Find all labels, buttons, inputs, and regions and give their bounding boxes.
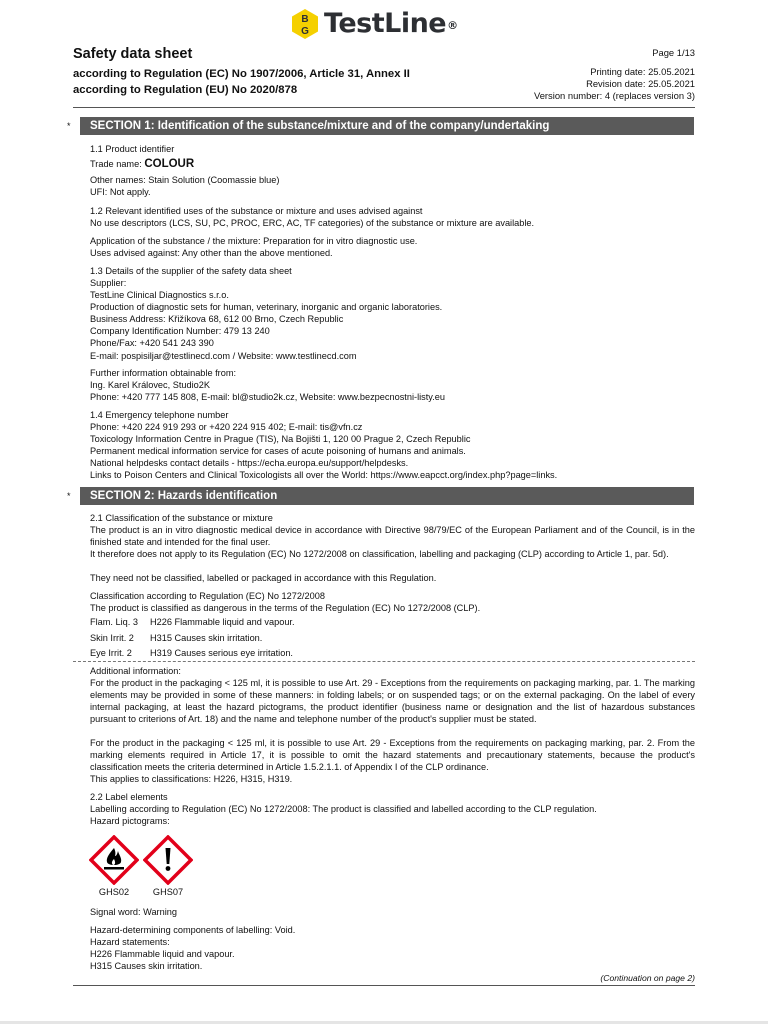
emergency-line: Toxicology Information Centre in Prague (TIS), Na Bojišti 1, 120 00 Prague 2, Czech Republic bbox=[90, 434, 471, 445]
supplier-line: Company Identification Number: 479 13 240 bbox=[90, 326, 270, 337]
supplier-line: Supplier: bbox=[90, 278, 127, 288]
page-number: Page 1/13 bbox=[652, 47, 695, 58]
additional-info-heading: Additional information: bbox=[90, 666, 181, 676]
additional-info-paragraph-3: This applies to classifications: H226, H315, H319. bbox=[90, 774, 293, 784]
classification-paragraph-3: They need not be classified, labelled or packaged in accordance with this Regulation. bbox=[90, 573, 437, 583]
trade-name: Trade name: COLOUR bbox=[90, 158, 195, 170]
testline-logo bbox=[292, 6, 458, 42]
uses-text: No use descriptors (LCS, SU, PC, PROC, ERC, AC, TF categories) of the substance or mixture are available. bbox=[90, 218, 535, 228]
exclamation-pictogram-icon bbox=[143, 835, 193, 885]
pictograms-heading: Hazard pictograms: bbox=[90, 816, 170, 826]
hazard-class: Flam. Liq. 3 bbox=[90, 617, 138, 627]
product-identifier-heading: 1.1 Product identifier bbox=[90, 144, 175, 154]
hazard-row bbox=[90, 616, 295, 628]
supplier-line: Production of diagnostic sets for human, veterinary, inorganic and organic laboratories. bbox=[90, 302, 443, 313]
hazard-statement: H315 Causes skin irritation. bbox=[150, 633, 263, 643]
advised-against-text: Uses advised against: Any other than the above mentioned. bbox=[90, 248, 333, 258]
hazard-statements-heading: Hazard statements: bbox=[90, 937, 170, 947]
hazard-components: Hazard-determining components of labelling: Void. bbox=[90, 925, 296, 935]
logo-mark-letter-b: B bbox=[301, 14, 309, 25]
logo-text: TestLine® bbox=[324, 7, 458, 39]
section-2-header: SECTION 2: Hazards identification bbox=[80, 487, 694, 505]
hazard-row bbox=[90, 632, 262, 644]
revision-star: * bbox=[67, 491, 71, 501]
supplier-block bbox=[90, 277, 695, 362]
other-names: Other names: Stain Solution (Coomassie blue) bbox=[90, 175, 280, 185]
classification-paragraph-1: The product is an in vitro diagnostic medical device in accordance with Directive 98/79/EC of the European Parliament and of the Council, is in the finished state and intended for the final user. bbox=[90, 525, 695, 548]
emergency-line: Links to Poison Centers and Clinical Toxicologists all over the World: https://www.eapcct.org/index.php?page=links. bbox=[90, 470, 558, 481]
regulation-line-2: according to Regulation (EU) No 2020/878 bbox=[73, 84, 298, 96]
emergency-line: Permanent medical information service for cases of acute poisoning of humans and animals. bbox=[90, 446, 466, 457]
classification-paragraph-2: It therefore does not apply to its Regulation (EC) No 1272/2008 on classification, labelling and packaging (CLP) according to Article 1, par. 5d). bbox=[90, 549, 669, 559]
document-title: Safety data sheet bbox=[73, 46, 193, 62]
hazard-statement-item: H315 Causes skin irritation. bbox=[90, 961, 203, 971]
hazard-row bbox=[90, 647, 293, 659]
labelling-text: Labelling according to Regulation (EC) No 1272/2008: The product is classified and labelled according to the CLP regulation. bbox=[90, 804, 597, 814]
additional-info-paragraph-1: For the product in the packaging < 125 ml, it is possible to use Art. 29 - Exceptions from the requirements on packaging marking, par. 1. The marking elements may be provided in some of these manners: in folding labels; or on suspended tags; or on the external packaging. On the label of every internal packaging, at least the hazard pictograms, the product identifier (business name or designation and the list of hazardous substances pursuant to criterions of Art. 18) and the name and telephone number of the product's supplier must be stated. bbox=[90, 678, 695, 725]
dashed-divider bbox=[73, 661, 695, 662]
revision-date: Revision date: 25.05.2021 bbox=[586, 78, 695, 89]
revision-star: * bbox=[67, 121, 71, 131]
additional-info-paragraph-2: For the product in the packaging < 125 ml, it is possible to use Art. 29 - Exceptions from the requirements on packaging marking, par. 2. From the marking elements required in Article 17, it is possible to omit the hazard statements and precautionary statements, because the product's classification meets the criteria determined in Article 1.5.2.1.1. of Appendix I of the CLP ordinance. bbox=[90, 738, 695, 773]
supplier-line: Business Address: Křižíkova 68, 612 00 Brno, Czech Republic bbox=[90, 314, 344, 325]
further-info-block bbox=[90, 367, 695, 403]
application-text: Application of the substance / the mixture: Preparation for in vitro diagnostic use. bbox=[90, 236, 418, 246]
emergency-line: National helpdesks contact details - https://echa.europa.eu/support/helpdesks. bbox=[90, 458, 409, 469]
supplier-line: TestLine Clinical Diagnostics s.r.o. bbox=[90, 290, 229, 301]
pictogram-code: GHS07 bbox=[152, 887, 184, 897]
trade-name-value: COLOUR bbox=[144, 158, 195, 170]
version-number: Version number: 4 (replaces version 3) bbox=[533, 90, 695, 101]
footer-rule bbox=[73, 985, 695, 986]
supplier-line: Phone/Fax: +420 541 243 390 bbox=[90, 338, 214, 349]
emergency-line: Phone: +420 224 919 293 or +420 224 915 402; E-mail: tis@vfn.cz bbox=[90, 422, 363, 432]
header-rule bbox=[73, 107, 695, 108]
ghs02-pictogram bbox=[89, 835, 139, 898]
flame-pictogram-icon bbox=[89, 835, 139, 885]
logo-mark-letter-g: G bbox=[301, 26, 309, 37]
signal-word: Signal word: Warning bbox=[90, 907, 177, 917]
hazard-statement-item: H226 Flammable liquid and vapour. bbox=[90, 949, 235, 959]
supplier-line: E-mail: pospisiljar@testlinecd.com / Website: www.testlinecd.com bbox=[90, 350, 357, 361]
ghs07-pictogram bbox=[143, 835, 193, 898]
continuation-note: (Continuation on page 2) bbox=[600, 973, 695, 983]
clp-classification-text: The product is classified as dangerous in the terms of the Regulation (EC) No 1272/2008 (CLP). bbox=[90, 603, 481, 613]
hazard-statement: H226 Flammable liquid and vapour. bbox=[150, 617, 295, 627]
further-info-line: Ing. Karel Královec, Studio2K bbox=[90, 380, 211, 391]
classification-heading: 2.1 Classification of the substance or mixture bbox=[90, 513, 273, 523]
further-info-line: Phone: +420 777 145 808, E-mail: bl@studio2k.cz, Website: www.bezpecnostni-listy.eu bbox=[90, 392, 445, 403]
hazard-statement: H319 Causes serious eye irritation. bbox=[150, 648, 293, 658]
further-info-line: Further information obtainable from: bbox=[90, 368, 237, 378]
ufi: UFI: Not apply. bbox=[90, 187, 151, 197]
label-elements-heading: 2.2 Label elements bbox=[90, 792, 168, 802]
uses-heading: 1.2 Relevant identified uses of the substance or mixture and uses advised against bbox=[90, 206, 423, 216]
hazard-class: Skin Irrit. 2 bbox=[90, 633, 134, 643]
hazard-class: Eye Irrit. 2 bbox=[90, 648, 132, 658]
emergency-block bbox=[90, 421, 695, 481]
regulation-line-1: according to Regulation (EC) No 1907/2006, Article 31, Annex II bbox=[73, 68, 410, 80]
clp-classification-heading: Classification according to Regulation (EC) No 1272/2008 bbox=[90, 591, 325, 601]
bg-logo-mark-icon bbox=[292, 9, 318, 39]
section-1-header: SECTION 1: Identification of the substance/mixture and of the company/undertaking bbox=[80, 117, 694, 135]
supplier-heading: 1.3 Details of the supplier of the safety data sheet bbox=[90, 266, 292, 276]
printing-date: Printing date: 25.05.2021 bbox=[590, 66, 695, 77]
emergency-heading: 1.4 Emergency telephone number bbox=[90, 410, 229, 420]
pictogram-code: GHS02 bbox=[98, 887, 130, 897]
